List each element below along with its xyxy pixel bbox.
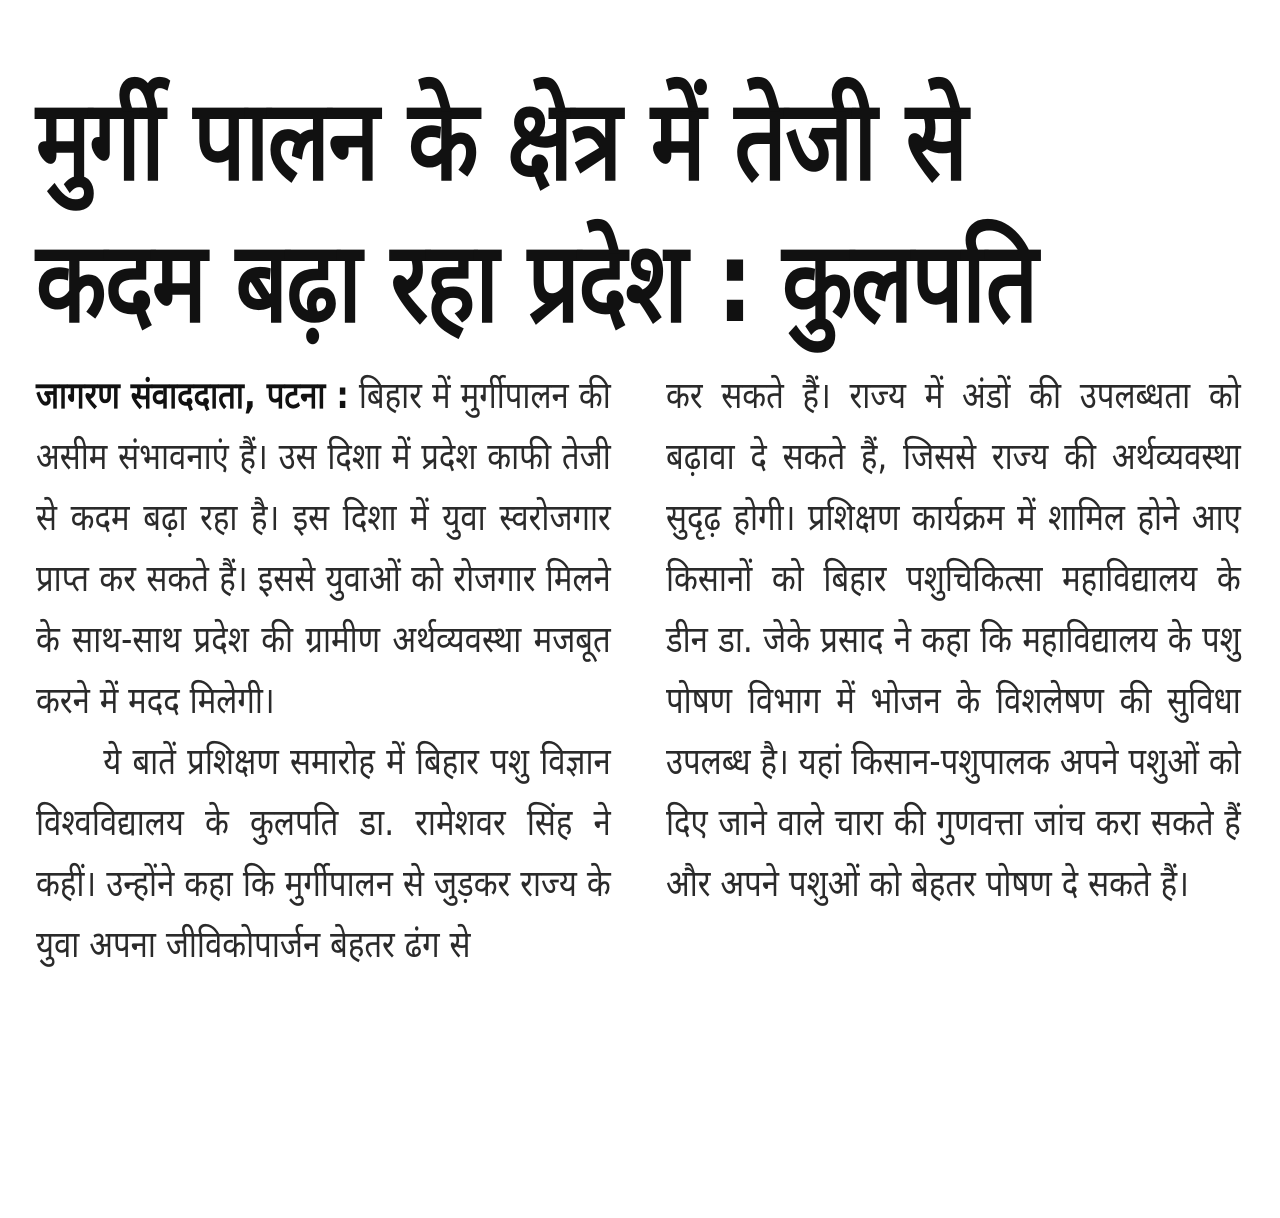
news-article	[36, 70, 1246, 1210]
paragraph-1	[36, 365, 611, 731]
headline	[36, 70, 1246, 354]
article-body	[36, 365, 1246, 1215]
paragraph-2: ये बातें प्रशिक्षण समारोह में बिहार पशु विज्ञान विश्वविद्यालय के कुलपति डा. रामेशवर सिंह ने कहीं। उन्होंने कहा कि मुर्गीपालन से जुड़कर राज्य के युवा अपना जीविकोपार्जन बेहतर ढंग से	[36, 740, 611, 966]
byline: जागरण संवाददाता, पटना :	[36, 374, 349, 417]
column-left	[36, 365, 611, 975]
paragraph-3: कर सकते हैं। राज्य में अंडों की उपलब्धता को बढ़ावा दे सकते हैं, जिससे राज्य की अर्थव्यवस्था सुदृढ़ होगी। प्रशिक्षण कार्यक्रम में शामिल होने आए किसानों को बिहार पशुचिकित्सा महाविद्यालय के डीन डा. जेके प्रसाद ने कहा कि महाविद्यालय के पशु पोषण विभाग में भोजन के विशलेषण की सुविधा उपलब्ध है। यहां किसान-पशुपालक अपने पशुओं को दिए जाने वाले चारा की गुणवत्ता जांच करा सकते हैं और अपने पशुओं को बेहतर पोषण दे सकते हैं।	[666, 374, 1241, 905]
paragraph-1-text: बिहार में मुर्गीपालन की असीम संभावनाएं हैं। उस दिशा में प्रदेश काफी तेजी से कदम बढ़ा रहा है। इस दिशा में युवा स्वरोजगार प्राप्त कर सकते हैं। इससे युवाओं को रोजगार मिलने के साथ-साथ प्रदेश की ग्रामीण अर्थव्यवस्था मजबूत करने में मदद मिलेगी।	[36, 374, 611, 722]
headline-line-2: कदम बढ़ा रहा प्रदेश : कुलपति	[36, 218, 1037, 348]
column-right	[666, 365, 1241, 914]
headline-line-1: मुर्गी पालन के क्षेत्र में तेजी से	[36, 76, 967, 206]
